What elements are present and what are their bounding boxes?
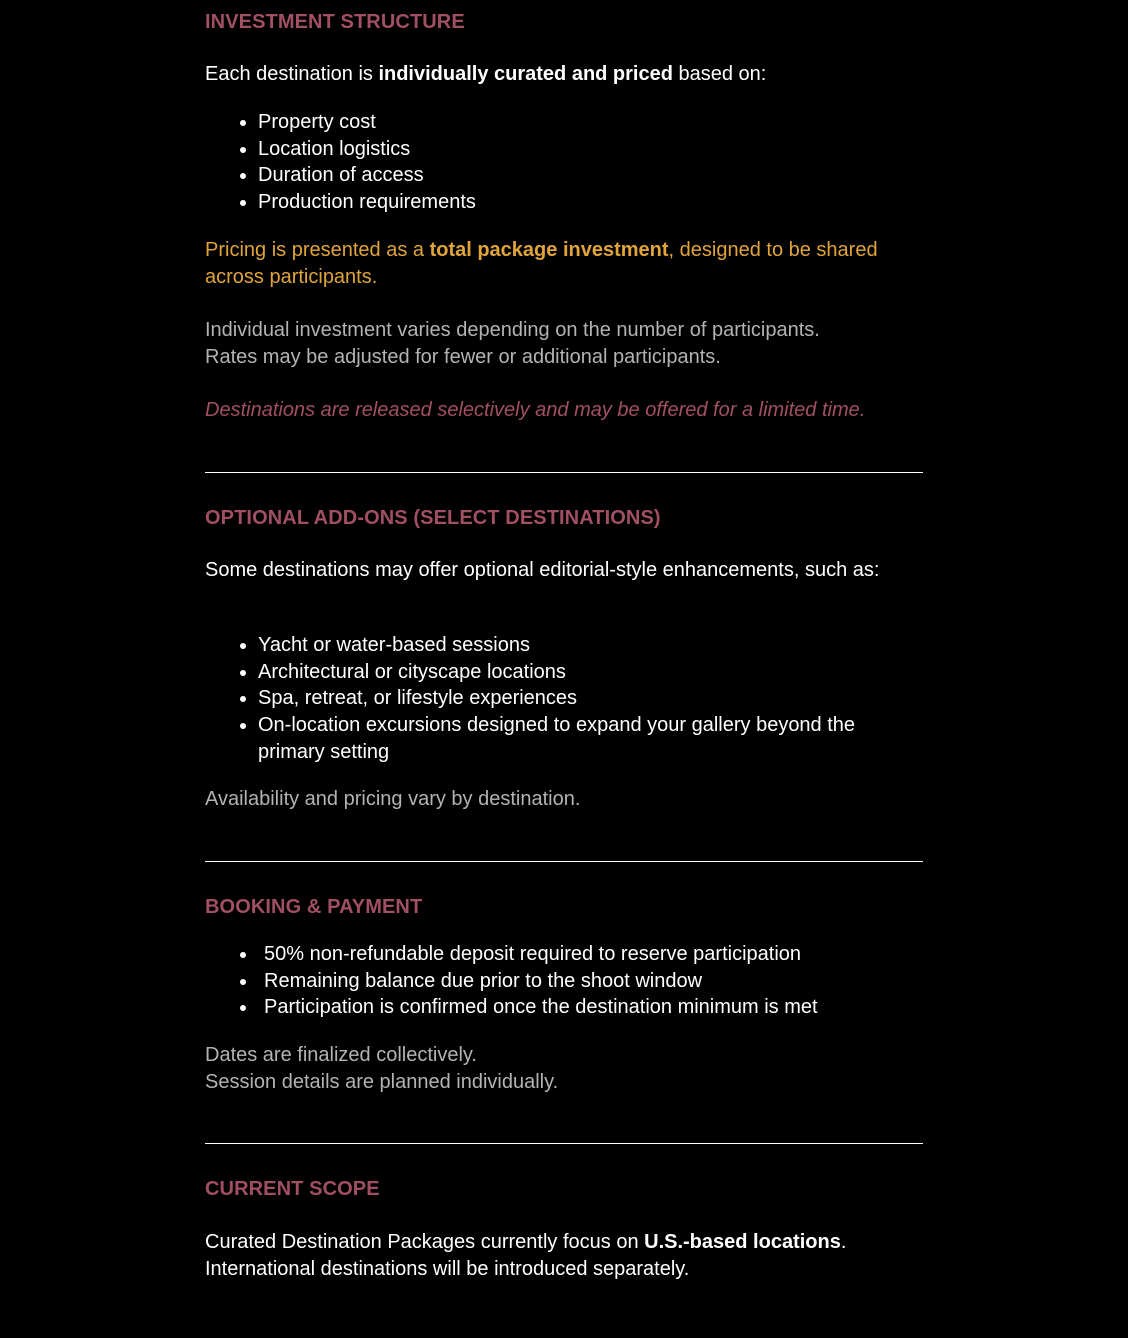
investment-intro-emphasis: individually curated and priced [378,63,673,85]
list-item: On-location excursions designed to expand your gallery beyond the primary setting [205,712,917,765]
addons-heading: OPTIONAL ADD-ONS (SELECT DESTINATIONS) [205,507,661,529]
list-item: Spa, retreat, or lifestyle experiences [205,685,917,712]
list-item: Production requirements [205,189,923,216]
scope-text [205,1229,923,1283]
scope-text-prefix: Curated Destination Packages currently focus on [205,1231,645,1253]
investment-intro-text: Each destination is [205,63,379,85]
scope-line1 [205,1229,923,1256]
investment-varies [205,317,923,371]
list-item: Yacht or water-based sessions [205,632,917,659]
investment-intro [205,61,923,88]
investment-intro-suffix: based on: [672,63,767,85]
investment-heading: INVESTMENT STRUCTURE [205,11,465,33]
scope-text-suffix: . [840,1231,847,1253]
list-item: Property cost [205,109,923,136]
investment-factors-list [205,109,923,216]
scope-text-emphasis: U.S.-based locations [644,1231,841,1253]
list-item: Duration of access [205,162,923,189]
booking-list [205,941,923,1021]
pricing-note [205,237,923,291]
investment-varies-line1: Individual investment varies depending on the number of participants. [205,319,820,341]
section-divider [205,472,923,473]
section-divider [205,1143,923,1144]
booking-heading: BOOKING & PAYMENT [205,896,423,918]
booking-note-line2: Session details are planned individually. [205,1071,559,1093]
booking-note-line1: Dates are finalized collectively. [205,1044,477,1066]
addons-intro: Some destinations may offer optional editorial-style enhancements, such as: [205,559,880,581]
pricing-note-suffix: , designed to be shared across participants. [205,239,878,288]
list-item: 50% non-refundable deposit required to reserve participation [205,941,923,968]
list-item: Location logistics [205,136,923,163]
list-item: Remaining balance due prior to the shoot window [205,968,923,995]
section-divider [205,861,923,862]
list-item: Participation is confirmed once the destination minimum is met [205,994,923,1021]
addons-note: Availability and pricing vary by destination. [205,788,581,810]
booking-note [205,1042,923,1096]
release-note: Destinations are released selectively and may be offered for a limited time. [205,399,866,421]
scope-line2: International destinations will be introduced separately. [205,1258,690,1280]
investment-varies-line2: Rates may be adjusted for fewer or additional participants. [205,346,721,368]
addons-list [205,632,917,766]
pricing-note-emphasis: total package investment [429,239,669,261]
pricing-note-text: Pricing is presented as a [205,239,430,261]
list-item: Architectural or cityscape locations [205,659,917,686]
scope-heading: CURRENT SCOPE [205,1178,380,1200]
